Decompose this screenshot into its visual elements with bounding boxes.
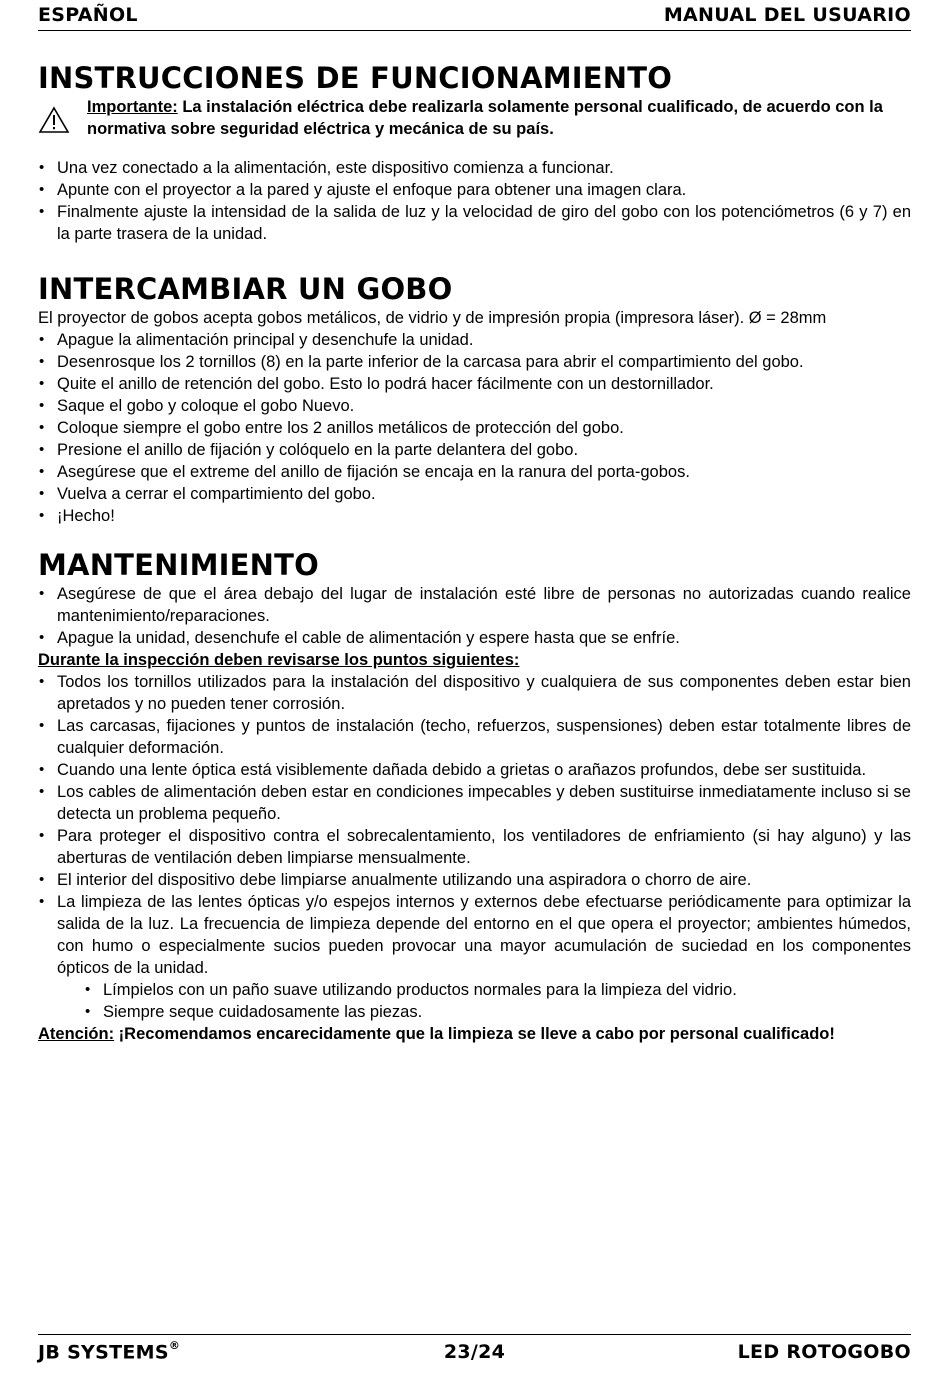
footer-page-number: 23/24 — [443, 1341, 506, 1363]
list-item: • Asegúrese que el extreme del anillo de fijación se encaja en la ranura del porta-gobos. — [38, 461, 911, 483]
gobo-intro: El proyector de gobos acepta gobos metálicos, de vidrio y de impresión propia (impresora láser). Ø = 28mm — [38, 309, 827, 327]
list-item: • Quite el anillo de retención del gobo. Esto lo podrá hacer fácilmente con un destornillador. — [38, 373, 911, 395]
section-title-operation: INSTRUCCIONES DE FUNCIONAMIENTO — [38, 61, 673, 95]
registered-mark: ® — [168, 1339, 181, 1352]
list-item: • La limpieza de las lentes ópticas y/o espejos internos y externos debe efectuarse periódicamente para optimizar la salida de la luz. La frecuencia de limpieza depende del entorno en el que opera el proyector; ambientes húmedos, con humo o especialmente sucios pueden provocar una mayor acumulación de suciedad en los componentes ópticos de la unidad. — [38, 891, 911, 979]
footer-product: LED ROTOGOBO — [737, 1341, 911, 1363]
page-footer — [38, 1334, 911, 1365]
maintenance-list-a — [38, 583, 911, 649]
footer-brand-name: JB SYSTEMS — [38, 1341, 169, 1364]
list-item: • Siempre seque cuidadosamente las piezas. — [84, 1001, 911, 1023]
list-item: • Saque el gobo y coloque el gobo Nuevo. — [38, 395, 911, 417]
warning-note — [38, 96, 911, 140]
list-item: • Apague la alimentación principal y desenchufe la unidad. — [38, 329, 911, 351]
page-header — [38, 4, 911, 31]
list-item: • Finalmente ajuste la intensidad de la salida de luz y la velocidad de giro del gobo con los potenciómetros (6 y 7) en la parte trasera de la unidad. — [38, 201, 911, 245]
header-language: ESPAÑOL — [38, 4, 138, 26]
list-item: • Las carcasas, fijaciones y puntos de instalación (techo, refuerzos, suspensiones) deben estar totalmente libres de cualquier deformación. — [38, 715, 911, 759]
list-item: • Desenrosque los 2 tornillos (8) en la parte inferior de la carcasa para abrir el compartimiento del gobo. — [38, 351, 911, 373]
list-item: • Todos los tornillos utilizados para la instalación del dispositivo y cualquiera de sus componentes deben estar bien apretados y no pueden tener corrosión. — [38, 671, 911, 715]
page-content — [38, 60, 911, 1045]
list-item: • Una vez conectado a la alimentación, este dispositivo comienza a funcionar. — [38, 157, 911, 179]
gobo-list — [38, 329, 911, 527]
list-item: • Presione el anillo de fijación y colóquelo en la parte delantera del gobo. — [38, 439, 911, 461]
warning-label: Importante: — [87, 98, 178, 116]
list-item: • Cuando una lente óptica está visiblemente dañada debido a grietas o arañazos profundos, debe ser sustituida. — [38, 759, 911, 781]
list-item: • Apunte con el proyector a la pared y ajuste el enfoque para obtener una imagen clara. — [38, 179, 911, 201]
list-item: • Apague la unidad, desenchufe el cable de alimentación y espere hasta que se enfríe. — [38, 627, 911, 649]
cleaning-sub-list — [38, 979, 911, 1023]
section-title-maintenance: MANTENIMIENTO — [38, 548, 319, 582]
attention-note — [38, 1023, 911, 1045]
header-doc-title: MANUAL DEL USUARIO — [663, 4, 911, 26]
warning-text: La instalación eléctrica debe realizarla solamente personal cualificado, de acuerdo con la normativa sobre seguridad eléctrica y mecánica de su país. — [87, 98, 883, 138]
section-title-gobo: INTERCAMBIAR UN GOBO — [38, 272, 453, 306]
warning-triangle-icon — [38, 106, 70, 134]
list-item: • ¡Hecho! — [38, 505, 911, 527]
attention-label: Atención: — [38, 1025, 115, 1043]
list-item: • Asegúrese de que el área debajo del lugar de instalación esté libre de personas no autorizadas cuando realice mantenimiento/reparaciones. — [38, 583, 911, 627]
list-item: • Vuelva a cerrar el compartimiento del gobo. — [38, 483, 911, 505]
list-item: • El interior del dispositivo debe limpiarse anualmente utilizando una aspiradora o chorro de aire. — [38, 869, 911, 891]
maintenance-list-b — [38, 671, 911, 979]
inspection-heading: Durante la inspección deben revisarse los puntos siguientes: — [38, 651, 520, 669]
operation-list — [38, 157, 911, 245]
list-item: • Límpielos con un paño suave utilizando productos normales para la limpieza del vidrio. — [84, 979, 911, 1001]
attention-text: ¡Recomendamos encarecidamente que la limpieza se lleve a cabo por personal cualificado! — [114, 1025, 835, 1043]
list-item: • Para proteger el dispositivo contra el sobrecalentamiento, los ventiladores de enfriamiento (si hay alguno) y las aberturas de ventilación deben limpiarse mensualmente. — [38, 825, 911, 869]
list-item: • Los cables de alimentación deben estar en condiciones impecables y deben sustituirse inmediatamente incluso si se detecta un problema pequeño. — [38, 781, 911, 825]
list-item: • Coloque siempre el gobo entre los 2 anillos metálicos de protección del gobo. — [38, 417, 911, 439]
